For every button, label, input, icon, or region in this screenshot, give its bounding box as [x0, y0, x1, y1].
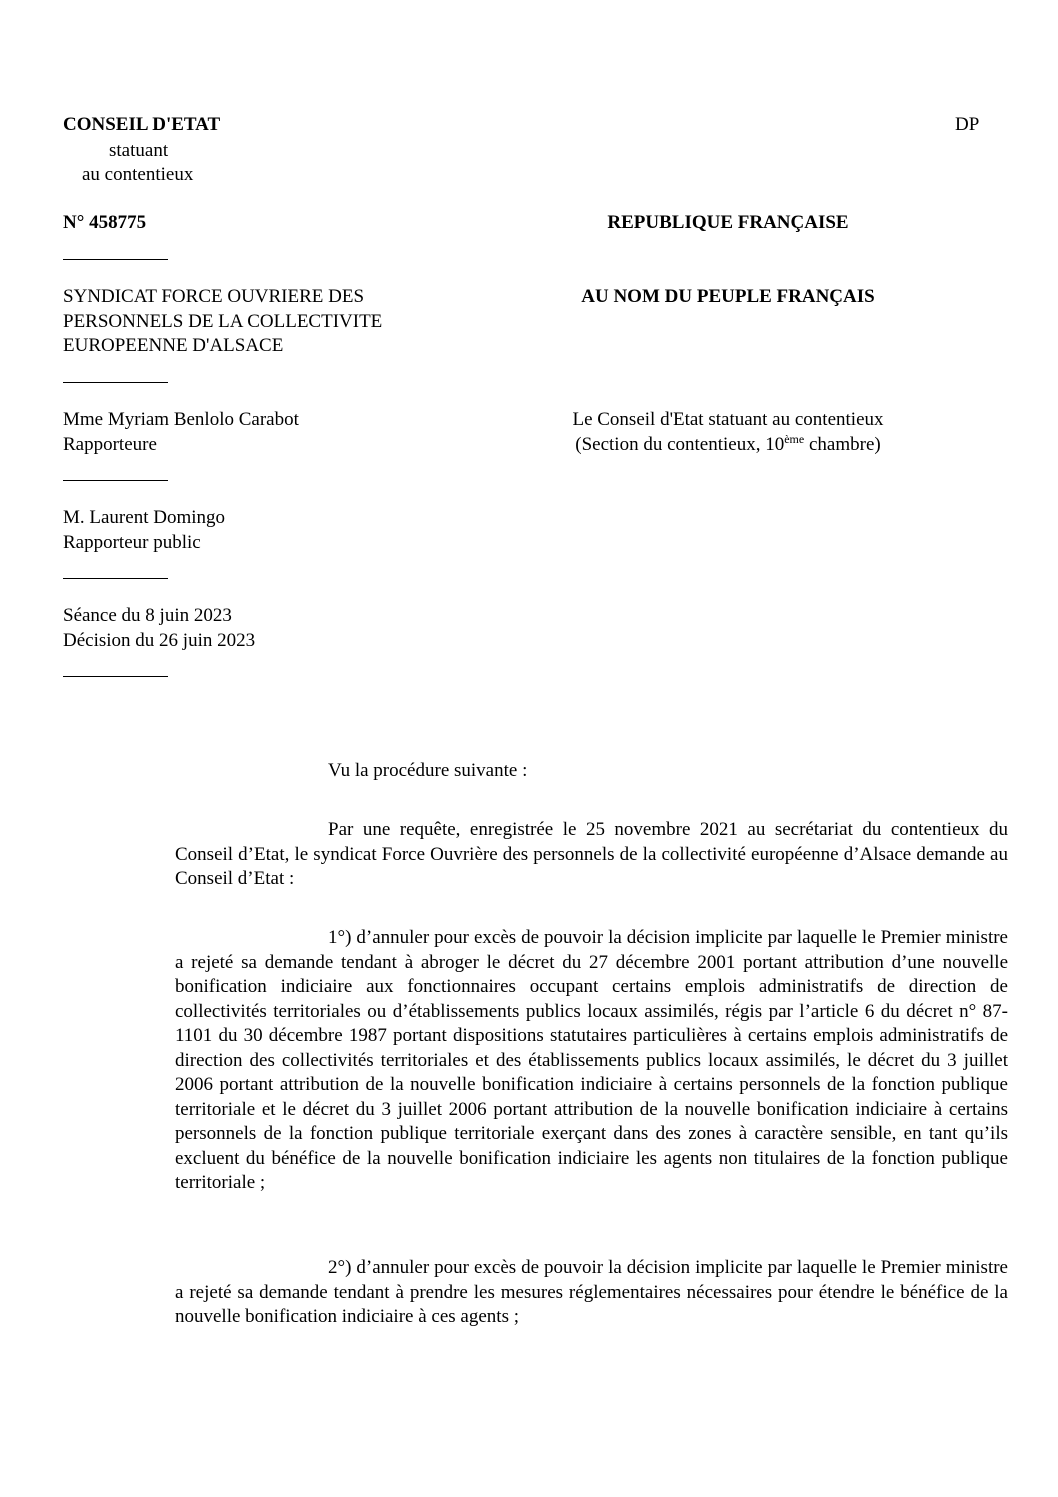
separator-3 — [63, 480, 168, 481]
court-name: CONSEIL D'ETAT — [63, 114, 221, 135]
rapporteur-public-name: M. Laurent Domingo — [63, 507, 226, 528]
parties-line-1: SYNDICAT FORCE OUVRIERE DES — [63, 286, 365, 307]
separator-1 — [63, 259, 168, 260]
rapporteur-public-role: Rapporteur public — [63, 531, 201, 553]
document-code: DP — [955, 114, 980, 135]
rapporteur-public-block — [63, 506, 225, 555]
formation-line-2: (Section du contentieux, 10ème chambre) — [575, 431, 881, 455]
formation-block — [548, 408, 908, 457]
parties-block — [63, 285, 382, 359]
separator-4 — [63, 578, 168, 579]
formation-line-1: Le Conseil d'Etat statuant au contentieux — [572, 409, 884, 430]
case-number: N° 458775 — [63, 212, 147, 233]
rapporteur-block — [63, 408, 299, 457]
separator-5 — [63, 676, 168, 677]
separator-2 — [63, 382, 168, 383]
rapporteur-name: Mme Myriam Benlolo Carabot — [63, 409, 299, 430]
procedure-intro: Vu la procédure suivante : — [328, 760, 528, 781]
court-sub-contentieux: au contentieux — [82, 164, 194, 185]
in-name-heading: AU NOM DU PEUPLE FRANÇAIS — [581, 286, 875, 307]
court-sub-statuant: statuant — [109, 140, 169, 161]
paragraph-conclusion-2: 2°) d’annuler pour excès de pouvoir la décision implicite par laquelle le Premier ministre a rejeté sa demande tendant à prendre les mesures réglementaires nécessaires pour étendre le bénéfice de la nouvelle bonification indiciaire à ces agents ; — [175, 1257, 1008, 1327]
parties-line-2: PERSONNELS DE LA COLLECTIVITE — [63, 310, 383, 332]
decision-date: Décision du 26 juin 2023 — [63, 629, 256, 651]
seance-date: Séance du 8 juin 2023 — [63, 605, 232, 626]
dates-block — [63, 604, 255, 653]
republic-heading: REPUBLIQUE FRANÇAISE — [607, 212, 849, 233]
parties-line-3: EUROPEENNE D'ALSACE — [63, 335, 284, 356]
paragraph-requete: Par une requête, enregistrée le 25 novembre 2021 au secrétariat du contentieux du Conseil d’Etat, le syndicat Force Ouvrière des personnels de la collectivité européenne d’Alsace demande au Conseil d’Etat : — [175, 819, 1008, 889]
rapporteur-role: Rapporteure — [63, 433, 157, 455]
paragraph-conclusion-1: 1°) d’annuler pour excès de pouvoir la décision implicite par laquelle le Premier ministre a rejeté sa demande tendant à abroger le décret du 27 décembre 2001 portant attribution d’une nouvelle bonification indiciaire aux fonctionnaires occupant certains emplois administratifs de direction de collectivités territoriales ou d’établissements publics locaux assimilés, régis par l’article 6 du décret n° 87-1101 du 30 décembre 1987 portant dispositions statutaires particulières à certains emplois administratifs de direction des collectivités territoriales et des établissements publics locaux assimilés, le décret du 3 juillet 2006 portant attribution de la nouvelle bonification indiciaire à certains personnels de la fonction publique territoriale et le décret du 3 juillet 2006 portant attribution de la nouvelle bonification indiciaire à certains personnels de la fonction publique territoriale exerçant dans des zones à caractère sensible, en tant qu’ils excluent du bénéfice de la nouvelle bonification indiciaire les agents non titulaires de la fonction publique territoriale ; — [175, 927, 1008, 1193]
